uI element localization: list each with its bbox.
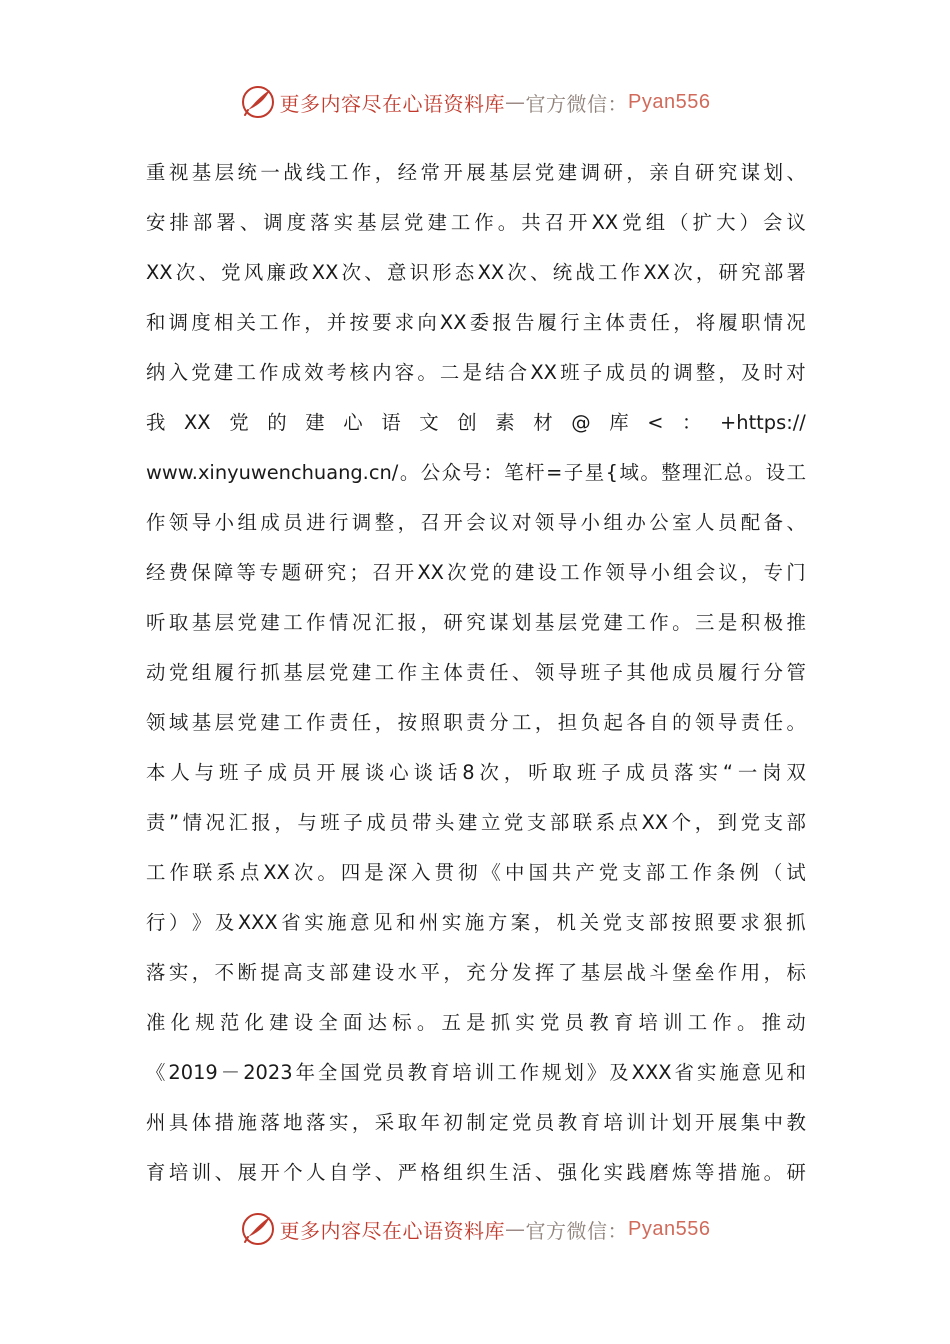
watermark-wechat-id: Pyan556 (628, 1217, 711, 1240)
text-line: 行 ） 》 及 XXX 省 实 施 意 见 和 州 实 施 方 案 ， 机 关 党 支 部 按 照 要 求 狠 抓 (146, 911, 806, 934)
watermark-header (0, 80, 950, 124)
text-line: 州 具 体 措 施 落 地 落 实 ， 采 取 年 初 制 定 党 员 教 育 培 训 计 划 开 展 集 中 教 (146, 1111, 806, 1134)
text-line: 育 培 训 、 展 开 个 人 自 学 、 严 格 组 织 生 活 、 强 化 实 践 磨 炼 等 措 施 。 研 (146, 1161, 806, 1184)
text-line: 我 XX 党 的 建 心 语 文 创 素 材 @ 库 < ： +https:// (146, 411, 806, 434)
quill-pen-logo-icon (240, 84, 276, 120)
text-line: 经 费 保 障 等 专 题 研 究 ； 召 开 XX 次 党 的 建 设 工 作 领 导 小 组 会 议 ， 专 门 (146, 561, 806, 584)
quill-pen-logo-icon (240, 1211, 276, 1247)
text-line: 本 人 与 班 子 成 员 开 展 谈 心 谈 话 8 次 ， 听 取 班 子 成 员 落 实 “ 一 岗 双 (146, 761, 806, 784)
text-line: www.xinyuwenchuang.cn/ 。 公 众 号 ： 笔 杆 = 子 星 { 域 。 整 理 汇 总 。 设 工 (146, 461, 806, 484)
watermark-wechat-label: 官方微信： (525, 1218, 629, 1243)
watermark-text (280, 88, 711, 117)
text-line: 动 党 组 履 行 抓 基 层 党 建 工 作 主 体 责 任 、 领 导 班 子 其 他 成 员 履 行 分 管 (146, 661, 806, 684)
document-body (146, 148, 806, 1198)
text-line: 听 取 基 层 党 建 工 作 情 况 汇 报 ， 研 究 谋 划 基 层 党 建 工 作 。 三 是 积 极 推 (146, 611, 806, 634)
text-line: 安 排 部 署 、 调 度 落 实 基 层 党 建 工 作 。 共 召 开 XX 党 组 （ 扩 大 ） 会 议 (146, 211, 806, 234)
watermark-site-text: 更多内容尽在心语资料库 (279, 91, 506, 116)
text-line: 《 2019 － 2023 年 全 国 党 员 教 育 培 训 工 作 规 划 》 及 XXX 省 实 施 意 见 和 (146, 1061, 806, 1084)
text-line: 准 化 规 范 化 建 设 全 面 达 标 。 五 是 抓 实 党 员 教 育 培 训 工 作 。 推 动 (146, 1011, 806, 1034)
watermark-dash: — (505, 1217, 526, 1241)
text-line: 重 视 基 层 统 一 战 线 工 作 ， 经 常 开 展 基 层 党 建 调 研 ， 亲 自 研 究 谋 划 、 (146, 161, 806, 184)
text-line: 纳 入 党 建 工 作 成 效 考 核 内 容 。 二 是 结 合 XX 班 子 成 员 的 调 整 ， 及 时 对 (146, 361, 806, 384)
text-line: 工 作 联 系 点 XX 次 。 四 是 深 入 贯 彻 《 中 国 共 产 党 支 部 工 作 条 例 （ 试 (146, 861, 806, 884)
watermark-wechat-label: 官方微信： (525, 91, 629, 116)
watermark-wechat-id: Pyan556 (628, 90, 711, 113)
text-line: 作 领 导 小 组 成 员 进 行 调 整 ， 召 开 会 议 对 领 导 小 组 办 公 室 人 员 配 备 、 (146, 511, 806, 534)
text-line: 落 实 ， 不 断 提 高 支 部 建 设 水 平 ， 充 分 发 挥 了 基 层 战 斗 堡 垒 作 用 ， 标 (146, 961, 806, 984)
text-line: XX 次 、 党 风 廉 政 XX 次 、 意 识 形 态 XX 次 、 统 战 工 作 XX 次 ， 研 究 部 署 (146, 261, 806, 284)
text-line: 领 域 基 层 党 建 工 作 责 任 ， 按 照 职 责 分 工 ， 担 负 起 各 自 的 领 导 责 任 。 (146, 711, 806, 734)
watermark-dash: — (505, 90, 526, 114)
watermark-site-text: 更多内容尽在心语资料库 (279, 1218, 506, 1243)
text-line: 和 调 度 相 关 工 作 ， 并 按 要 求 向 XX 委 报 告 履 行 主 体 责 任 ， 将 履 职 情 况 (146, 311, 806, 334)
text-line: 责 ” 情 况 汇 报 ， 与 班 子 成 员 带 头 建 立 党 支 部 联 系 点 XX 个 ， 到 党 支 部 (146, 811, 806, 834)
watermark-text (280, 1215, 711, 1244)
watermark-footer (0, 1207, 950, 1251)
